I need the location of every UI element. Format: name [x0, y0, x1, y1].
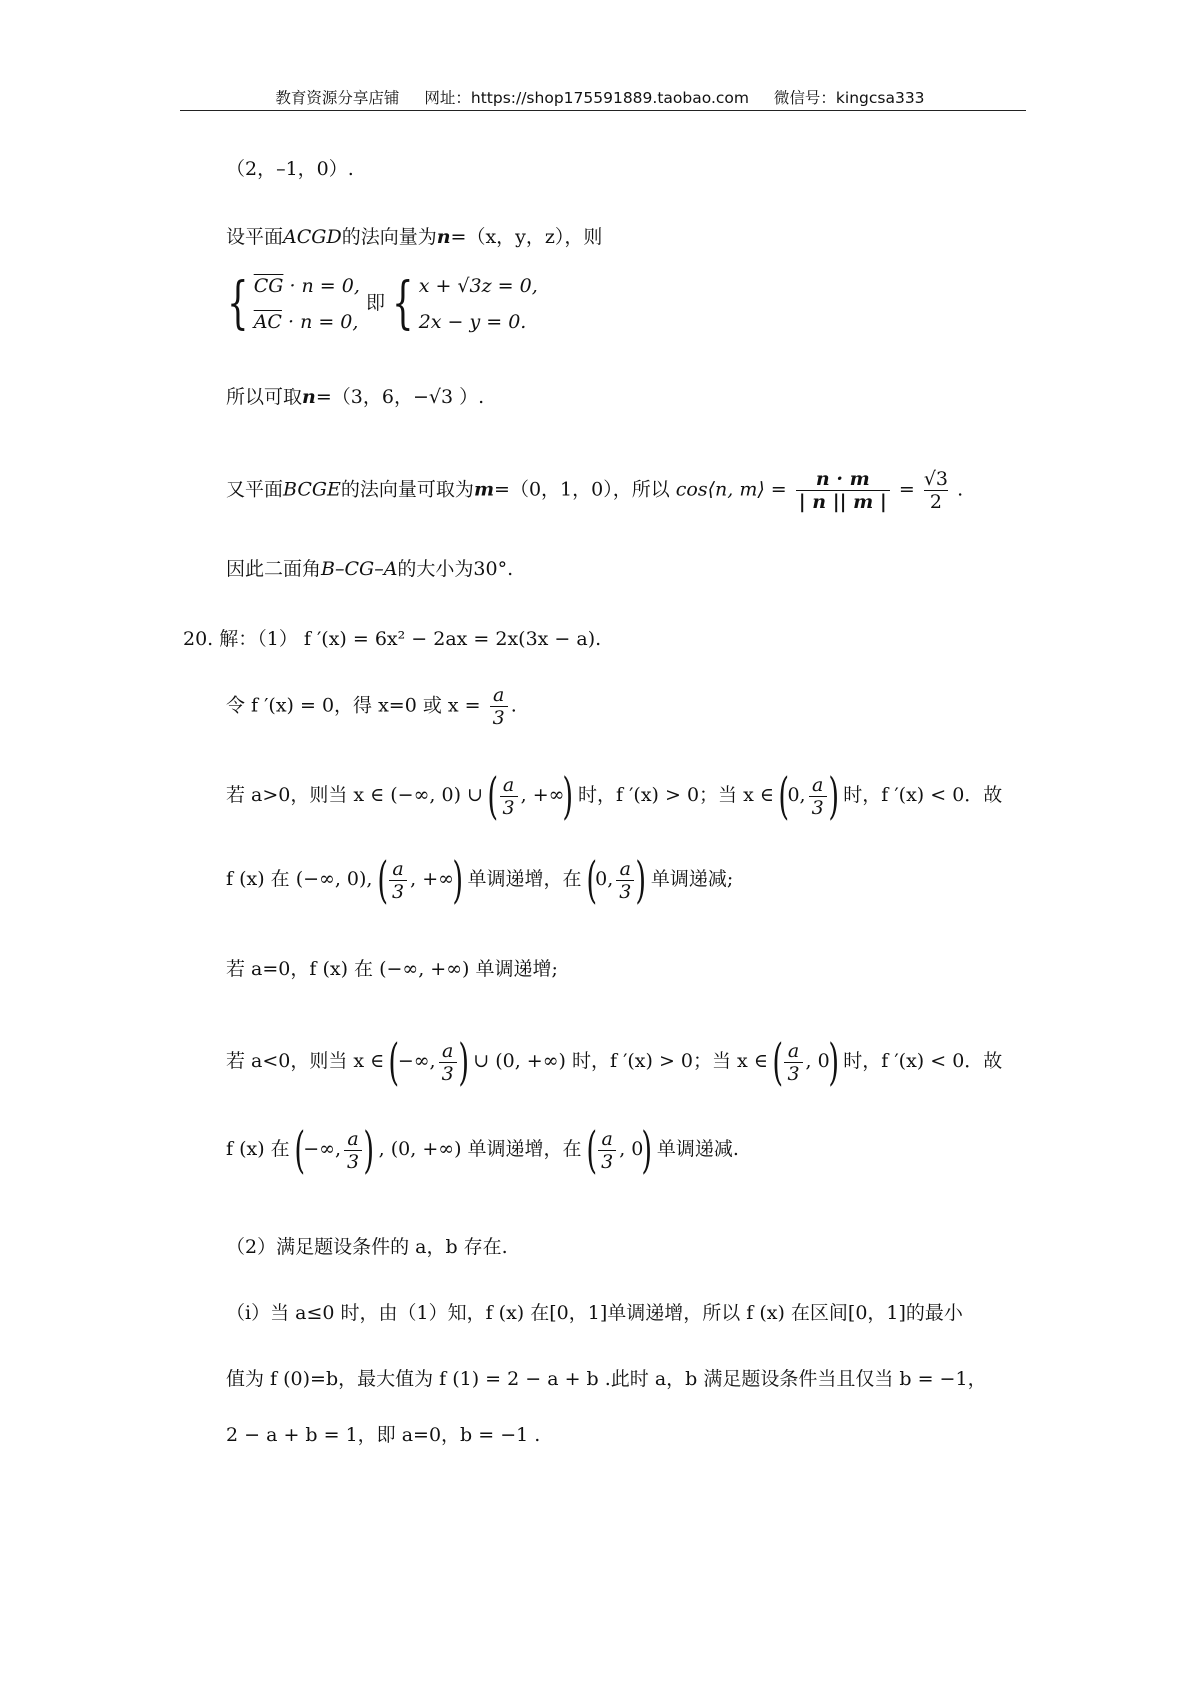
num: a — [347, 1127, 359, 1150]
fraction — [809, 774, 827, 819]
t: . — [510, 694, 517, 717]
t: 单调递增，在 — [467, 868, 582, 890]
paren: ( — [294, 1121, 305, 1179]
den: 3 — [784, 1062, 802, 1085]
equation-system — [226, 268, 538, 340]
paren: ) — [828, 767, 839, 825]
t: 的法向量可取为 — [340, 478, 474, 501]
question-20 — [183, 626, 601, 652]
t: , 0 — [805, 1050, 830, 1072]
paren: ) — [452, 851, 464, 909]
t: 所以可取 — [226, 386, 303, 408]
text-line-16: 值为 f (0)=b，最大值为 f (1) = 2 − a + b .此时 a，b 满足题设条件当且仅当 b = −1， — [226, 1368, 987, 1390]
brace: { — [392, 271, 414, 336]
paren: ) — [363, 1121, 375, 1179]
den: 3 — [616, 880, 634, 903]
t: . — [957, 478, 964, 501]
t: f (x) 在 — [226, 1138, 290, 1160]
t: 时，f ′(x) < 0．故 — [843, 784, 1003, 806]
fraction — [796, 468, 890, 513]
paren: ( — [376, 851, 388, 909]
ji-label: 即 — [365, 292, 385, 314]
paren: ( — [585, 851, 597, 909]
t: 0, — [595, 868, 614, 890]
t: =（3，6，−√3 ）. — [315, 386, 485, 408]
t: x + √3z = 0, — [418, 275, 538, 297]
t: m — [473, 478, 495, 501]
system-right — [419, 268, 538, 340]
text-line-10 — [226, 852, 733, 908]
t: 若 a<0，则当 x ∈ — [226, 1050, 385, 1072]
fraction — [490, 684, 508, 729]
den: 3 — [389, 880, 407, 903]
t: 令 f ′(x) = 0，得 x=0 或 x = — [226, 694, 481, 717]
t: 又平面 — [226, 478, 284, 501]
paren: ( — [585, 1121, 597, 1179]
t: · n = 0, — [283, 275, 360, 297]
header-shop: 教育资源分享店铺 — [275, 89, 400, 107]
header-wechat: 微信号：kingcsa333 — [773, 89, 925, 107]
fraction — [924, 468, 948, 513]
text-line-15: （i）当 a≤0 时，由（1）知，f (x) 在[0，1]单调递增，所以 f (x) 在区间[0，1]的最小 — [226, 1302, 963, 1324]
num: a — [811, 773, 824, 796]
paren: ) — [641, 1121, 653, 1179]
q-number: 20. — [183, 628, 214, 650]
header-url[interactable]: 网址：https://shop175591889.taobao.com — [424, 89, 749, 107]
t: 的法向量为 — [341, 226, 437, 248]
t: BCGE — [283, 478, 341, 501]
num: a — [441, 1039, 454, 1062]
paren: ) — [828, 1033, 839, 1091]
t: 单调递减; — [650, 868, 734, 890]
page-header — [0, 86, 1200, 108]
den: 2 — [924, 490, 948, 513]
fraction — [616, 858, 634, 903]
vec-ac: $\overline{AC}$ — [253, 311, 282, 333]
den: 3 — [344, 1150, 362, 1173]
paren: ) — [458, 1033, 469, 1091]
num: n · m — [815, 468, 870, 490]
t: ∪ (0, +∞) 时，f ′(x) > 0；当 x ∈ — [473, 1050, 768, 1072]
text-line-11: 若 a=0，f (x) 在 (−∞, +∞) 单调递增; — [226, 958, 558, 980]
t: = — [898, 478, 915, 501]
brace: { — [227, 271, 249, 336]
t: 2x − y = 0. — [418, 311, 527, 333]
fraction — [500, 774, 518, 819]
paren: ( — [388, 1033, 400, 1091]
t: , +∞ — [410, 868, 454, 890]
num: a — [392, 857, 404, 880]
paren: ) — [562, 767, 574, 825]
text-line-17: 2 − a + b = 1，即 a=0，b = −1 . — [226, 1424, 541, 1446]
t: 解：（1） f ′(x) = 6x² − 2ax = 2x(3x − a). — [219, 628, 602, 650]
t: 0, — [787, 784, 806, 806]
den: 3 — [500, 796, 518, 819]
t: , (0, +∞) 单调递增，在 — [378, 1138, 582, 1160]
num: a — [787, 1039, 800, 1062]
vec-cg: $\overline{CG}$ — [253, 275, 284, 297]
t: n — [436, 226, 451, 248]
t: cos⟨n, m⟩ = — [675, 478, 787, 501]
t: −∞, — [397, 1050, 436, 1072]
t: 的大小为30°. — [397, 558, 514, 580]
paren: ( — [487, 767, 499, 825]
text-line-9 — [226, 768, 1002, 824]
t: , 0 — [619, 1138, 644, 1160]
header-rule — [180, 110, 1026, 111]
t: 时，f ′(x) < 0．故 — [843, 1050, 1003, 1072]
system-left — [254, 268, 360, 340]
text-line-1: （2，–1，0）. — [226, 158, 354, 180]
paren: ( — [778, 767, 790, 825]
t: =（x，y，z），则 — [450, 226, 603, 248]
num: a — [502, 773, 515, 796]
text-line-14: （2）满足题设条件的 a，b 存在. — [226, 1236, 508, 1258]
t: −∞, — [303, 1138, 342, 1160]
t: n — [302, 386, 316, 408]
fraction — [389, 858, 407, 903]
den: 3 — [598, 1150, 616, 1173]
num: √3 — [923, 468, 949, 490]
fraction — [598, 1128, 616, 1173]
text-line-12 — [226, 1034, 1002, 1090]
fraction — [439, 1040, 457, 1085]
num: a — [493, 684, 505, 706]
text-line-13 — [226, 1122, 739, 1178]
text-line-2 — [226, 224, 602, 250]
text-line-8 — [226, 684, 517, 729]
den: 3 — [809, 796, 827, 819]
t: 设平面 — [226, 226, 284, 248]
t: =（0，1，0），所以 — [494, 478, 670, 501]
t: ACGD — [283, 226, 342, 248]
text-line-6 — [226, 556, 513, 582]
den: 3 — [490, 706, 508, 729]
paren: ( — [772, 1033, 784, 1091]
fraction — [784, 1040, 802, 1085]
num: a — [601, 1127, 613, 1150]
paren: ) — [635, 851, 647, 909]
num: a — [619, 857, 631, 880]
t: B–CG–A — [321, 558, 398, 580]
t: 因此二面角 — [226, 558, 322, 580]
den: 3 — [439, 1062, 457, 1085]
t: · n = 0, — [281, 311, 359, 333]
t: , +∞ — [520, 784, 565, 806]
t: 单调递减. — [656, 1138, 739, 1160]
text-line-5 — [226, 468, 963, 513]
fraction — [344, 1128, 362, 1173]
t: 若 a>0，则当 x ∈ (−∞, 0) ∪ — [226, 784, 483, 806]
t: 时，f ′(x) > 0；当 x ∈ — [578, 784, 774, 806]
t: f (x) 在 (−∞, 0), — [226, 868, 373, 890]
den: | n || m | — [796, 490, 890, 513]
text-line-4 — [226, 384, 484, 410]
